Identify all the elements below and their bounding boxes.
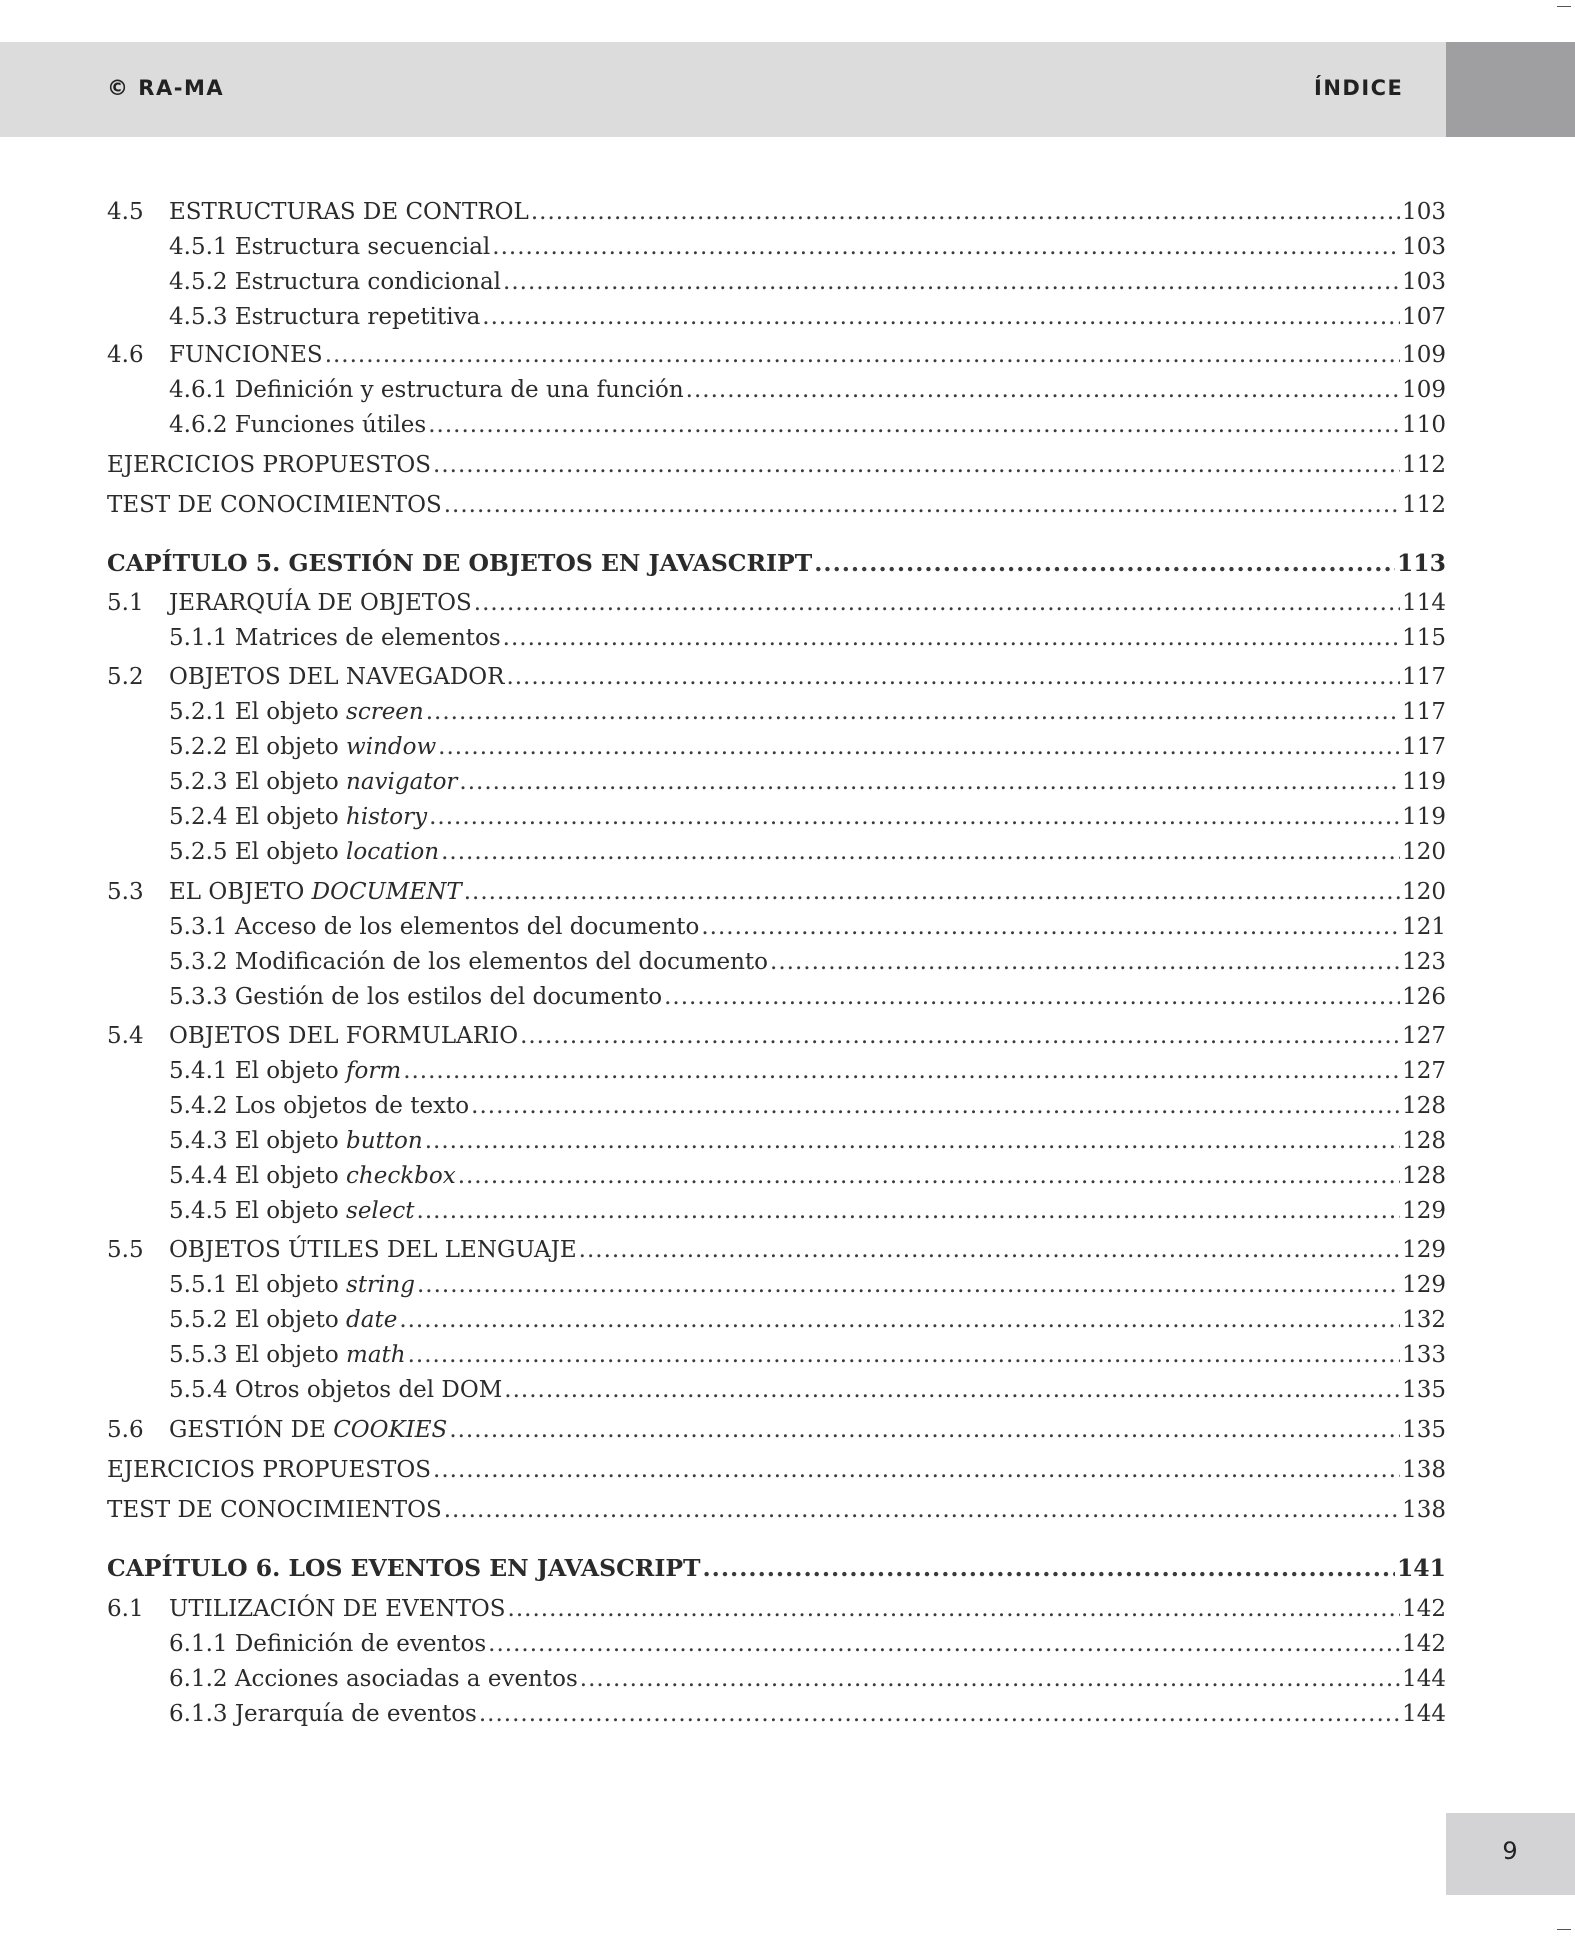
toc-entry [169, 265, 1446, 299]
toc-entry-title: 4.6.1 Definición y estructura de una función [169, 377, 684, 403]
toc-entry-title: 4.5.2 Estructura condicional [169, 269, 502, 295]
dot-leader [702, 1551, 1394, 1585]
toc-entry-title: 5.1.1 Matrices de elementos [169, 625, 501, 651]
toc-entry-title: 5.4.2 Los objetos de texto [169, 1093, 470, 1119]
toc-entry [169, 1373, 1446, 1407]
toc-entry-title: 5.5.3 El objeto math [169, 1342, 406, 1368]
dot-leader [458, 1159, 1400, 1193]
toc-page-number: 117 [1402, 664, 1446, 690]
toc-page-number: 127 [1402, 1023, 1446, 1049]
dot-leader [433, 1453, 1400, 1487]
toc-entry-italic-term: window [346, 734, 437, 760]
toc-page-number: 123 [1402, 949, 1446, 975]
dot-leader [814, 546, 1395, 580]
toc-entry [107, 1019, 1446, 1053]
toc-page-number: 112 [1402, 492, 1446, 518]
dot-leader [449, 1413, 1400, 1447]
toc-entry [169, 1194, 1446, 1228]
toc-entry [169, 800, 1446, 834]
toc-entry [169, 980, 1446, 1014]
toc-entry-italic-term: date [346, 1307, 398, 1333]
dot-leader [701, 910, 1400, 944]
toc-section-number: 5.3 [107, 879, 144, 905]
toc-page-number: 141 [1396, 1554, 1446, 1582]
dot-leader [429, 800, 1400, 834]
toc-page-number: 133 [1402, 1342, 1446, 1368]
toc-entry-title: 5.4.3 El objeto button [169, 1128, 423, 1154]
toc-page-number: 115 [1402, 625, 1446, 651]
toc-entry [107, 1493, 1446, 1527]
toc-page-number: 138 [1402, 1457, 1446, 1483]
toc-entry-title: 4.6.2 Funciones útiles [169, 412, 427, 438]
toc-entry-italic-term: form [346, 1058, 402, 1084]
toc-entry [169, 945, 1446, 979]
dot-leader [399, 1303, 1400, 1337]
toc-entry [107, 448, 1446, 482]
toc-entry-italic-term: location [346, 839, 440, 865]
dot-leader [508, 1592, 1401, 1626]
toc-entry-title: UTILIZACIÓN DE EVENTOS [169, 1596, 506, 1622]
toc-page-number: 119 [1402, 769, 1446, 795]
dot-leader [531, 195, 1400, 229]
toc-entry-title: 5.4.5 El objeto select [169, 1198, 415, 1224]
dot-leader [426, 695, 1400, 729]
dot-leader [464, 875, 1400, 909]
toc-page-number: 119 [1402, 804, 1446, 830]
toc-entry-title: 4.5.3 Estructura repetitiva [169, 304, 481, 330]
toc-entry-title: 6.1.1 Definición de eventos [169, 1631, 487, 1657]
toc-entry [169, 408, 1446, 442]
toc-entry [107, 1592, 1446, 1626]
toc-entry [169, 1054, 1446, 1088]
toc-page-number: 110 [1402, 412, 1446, 438]
toc-section-number: 5.1 [107, 590, 144, 616]
toc-entry [169, 1159, 1446, 1193]
toc-entry [107, 586, 1446, 620]
toc-section-number: 4.5 [107, 199, 144, 225]
toc-entry [169, 621, 1446, 655]
toc-entry [107, 488, 1446, 522]
toc-entry [107, 1413, 1446, 1447]
dot-leader [503, 621, 1400, 655]
toc-section-number: 5.5 [107, 1237, 144, 1263]
dot-leader [471, 1089, 1400, 1123]
header-publisher: © RA-MA [107, 76, 225, 100]
toc-entry-title: TEST DE CONOCIMIENTOS [107, 1497, 442, 1523]
toc-entry [107, 1453, 1446, 1487]
dot-leader [770, 945, 1400, 979]
toc-entry-title: EJERCICIOS PROPUESTOS [107, 1457, 432, 1483]
toc-entry-title: GESTIÓN DE COOKIES [169, 1417, 448, 1443]
toc-page-number: 117 [1402, 734, 1446, 760]
toc-entry-title: CAPÍTULO 6. LOS EVENTOS EN JAVASCRIPT [107, 1554, 701, 1582]
toc-entry-italic-term: checkbox [346, 1163, 456, 1189]
toc-entry-title: TEST DE CONOCIMIENTOS [107, 492, 442, 518]
page-number: 9 [1502, 1837, 1518, 1865]
toc-entry-italic-term: history [346, 804, 428, 830]
dot-leader [506, 660, 1400, 694]
toc-entry-italic-term: screen [346, 699, 424, 725]
toc-entry-italic-term: select [346, 1198, 415, 1224]
toc-entry [169, 730, 1446, 764]
toc-entry [169, 373, 1446, 407]
dot-leader [408, 1338, 1401, 1372]
toc-entry [107, 195, 1446, 229]
toc-entry [169, 695, 1446, 729]
toc-chapter-entry [107, 1551, 1446, 1585]
toc-page-number: 128 [1402, 1163, 1446, 1189]
toc-chapter-entry [107, 546, 1446, 580]
toc-page-number: 126 [1402, 984, 1446, 1010]
toc-entry [169, 1627, 1446, 1661]
toc-entry-title: OBJETOS ÚTILES DEL LENGUAJE [169, 1237, 577, 1263]
toc-page-number: 129 [1402, 1272, 1446, 1298]
toc-entry [107, 338, 1446, 372]
toc-entry-title: 5.5.1 El objeto string [169, 1272, 415, 1298]
dot-leader [459, 765, 1400, 799]
toc-page-number: 129 [1402, 1198, 1446, 1224]
toc-page-number: 117 [1402, 699, 1446, 725]
dot-leader [403, 1054, 1400, 1088]
crop-mark [1557, 1929, 1571, 1930]
toc-entry [107, 1233, 1446, 1267]
toc-entry-title: 5.2.4 El objeto history [169, 804, 428, 830]
toc-entry-title: CAPÍTULO 5. GESTIÓN DE OBJETOS EN JAVASCRIPT [107, 549, 813, 577]
toc-entry [169, 1303, 1446, 1337]
toc-page-number: 129 [1402, 1237, 1446, 1263]
dot-leader [441, 835, 1400, 869]
toc-section-number: 6.1 [107, 1596, 144, 1622]
toc-page-number: 109 [1402, 377, 1446, 403]
header-tab [1446, 42, 1575, 137]
toc-entry [169, 765, 1446, 799]
dot-leader [579, 1233, 1400, 1267]
toc-page-number: 127 [1402, 1058, 1446, 1084]
toc-page-number: 109 [1402, 342, 1446, 368]
toc-page-number: 135 [1402, 1377, 1446, 1403]
dot-leader [492, 230, 1400, 264]
crop-mark [1557, 6, 1571, 7]
toc-entry-title: 6.1.3 Jerarquía de eventos [169, 1701, 477, 1727]
toc-page-number: 128 [1402, 1128, 1446, 1154]
toc-entry-title: 4.5.1 Estructura secuencial [169, 234, 491, 260]
toc-entry [169, 835, 1446, 869]
dot-leader [686, 373, 1400, 407]
toc-entry [169, 1662, 1446, 1696]
dot-leader [479, 1697, 1400, 1731]
header-section-title: ÍNDICE [1314, 76, 1404, 100]
toc-entry-title: 5.2.5 El objeto location [169, 839, 440, 865]
toc-entry [169, 1124, 1446, 1158]
toc-entry-italic-term: navigator [346, 769, 458, 795]
toc-section-number: 5.4 [107, 1023, 144, 1049]
toc-entry-title: 6.1.2 Acciones asociadas a eventos [169, 1666, 578, 1692]
toc-section-number: 5.6 [107, 1417, 144, 1443]
toc-page-number: 103 [1402, 269, 1446, 295]
toc-section-number: 4.6 [107, 342, 144, 368]
toc-page-number: 120 [1402, 839, 1446, 865]
toc-entry-title: 5.2.3 El objeto navigator [169, 769, 458, 795]
toc-entry [169, 910, 1446, 944]
toc-page-number: 103 [1402, 234, 1446, 260]
toc-entry-title: 5.5.4 Otros objetos del DOM [169, 1377, 503, 1403]
toc-entry-title: 5.4.4 El objeto checkbox [169, 1163, 456, 1189]
toc-entry [169, 1697, 1446, 1731]
toc-page-number: 142 [1402, 1596, 1446, 1622]
dot-leader [325, 338, 1400, 372]
dot-leader [520, 1019, 1400, 1053]
dot-leader [417, 1268, 1400, 1302]
dot-leader [417, 1194, 1401, 1228]
toc-entry-title: ESTRUCTURAS DE CONTROL [169, 199, 529, 225]
dot-leader [504, 1373, 1400, 1407]
toc-page-number: 120 [1402, 879, 1446, 905]
toc-page-number: 103 [1402, 199, 1446, 225]
toc-page-number: 135 [1402, 1417, 1446, 1443]
toc-page-number: 114 [1402, 590, 1446, 616]
toc-entry-title: 5.3.1 Acceso de los elementos del documento [169, 914, 700, 940]
toc-entry-title: 5.3.3 Gestión de los estilos del documento [169, 984, 663, 1010]
toc-entry-title: OBJETOS DEL NAVEGADOR [169, 664, 505, 690]
toc-entry-title: EJERCICIOS PROPUESTOS [107, 452, 432, 478]
toc-page-number: 128 [1402, 1093, 1446, 1119]
dot-leader [425, 1124, 1400, 1158]
toc-entry-italic-term: math [346, 1342, 406, 1368]
dot-leader [444, 1493, 1400, 1527]
toc-entry [169, 300, 1446, 334]
dot-leader [474, 586, 1400, 620]
dot-leader [482, 300, 1400, 334]
dot-leader [488, 1627, 1400, 1661]
toc-entry-title: 5.5.2 El objeto date [169, 1307, 398, 1333]
toc-page-number: 144 [1402, 1701, 1446, 1727]
toc-page-number: 112 [1402, 452, 1446, 478]
toc-page-number: 144 [1402, 1666, 1446, 1692]
dot-leader [433, 448, 1400, 482]
toc-entry-title: FUNCIONES [169, 342, 323, 368]
toc-entry [169, 1338, 1446, 1372]
toc-entry-italic-term: COOKIES [333, 1417, 448, 1443]
toc-entry-title: 5.3.2 Modificación de los elementos del documento [169, 949, 769, 975]
toc-entry [169, 1089, 1446, 1123]
toc-section-number: 5.2 [107, 664, 144, 690]
toc-entry [169, 1268, 1446, 1302]
toc-entry [107, 660, 1446, 694]
toc-entry-title: OBJETOS DEL FORMULARIO [169, 1023, 519, 1049]
toc-page-number: 121 [1402, 914, 1446, 940]
toc-page-number: 132 [1402, 1307, 1446, 1333]
toc-page-number: 113 [1396, 549, 1446, 577]
toc-page-number: 142 [1402, 1631, 1446, 1657]
toc-entry-title: 5.2.2 El objeto window [169, 734, 437, 760]
toc-entry-italic-term: string [346, 1272, 415, 1298]
dot-leader [580, 1662, 1400, 1696]
dot-leader [444, 488, 1400, 522]
dot-leader [664, 980, 1400, 1014]
dot-leader [428, 408, 1400, 442]
toc-entry-title: 5.2.1 El objeto screen [169, 699, 424, 725]
toc-entry [107, 875, 1446, 909]
toc-page-number: 107 [1402, 304, 1446, 330]
dot-leader [503, 265, 1400, 299]
toc-entry-italic-term: button [346, 1128, 423, 1154]
toc-entry [169, 230, 1446, 264]
toc-entry-title: JERARQUÍA DE OBJETOS [169, 590, 472, 616]
toc-entry-title: 5.4.1 El objeto form [169, 1058, 402, 1084]
toc-page-number: 138 [1402, 1497, 1446, 1523]
dot-leader [438, 730, 1400, 764]
toc-entry-italic-term: DOCUMENT [311, 879, 462, 905]
toc-entry-title: EL OBJETO DOCUMENT [169, 879, 462, 905]
